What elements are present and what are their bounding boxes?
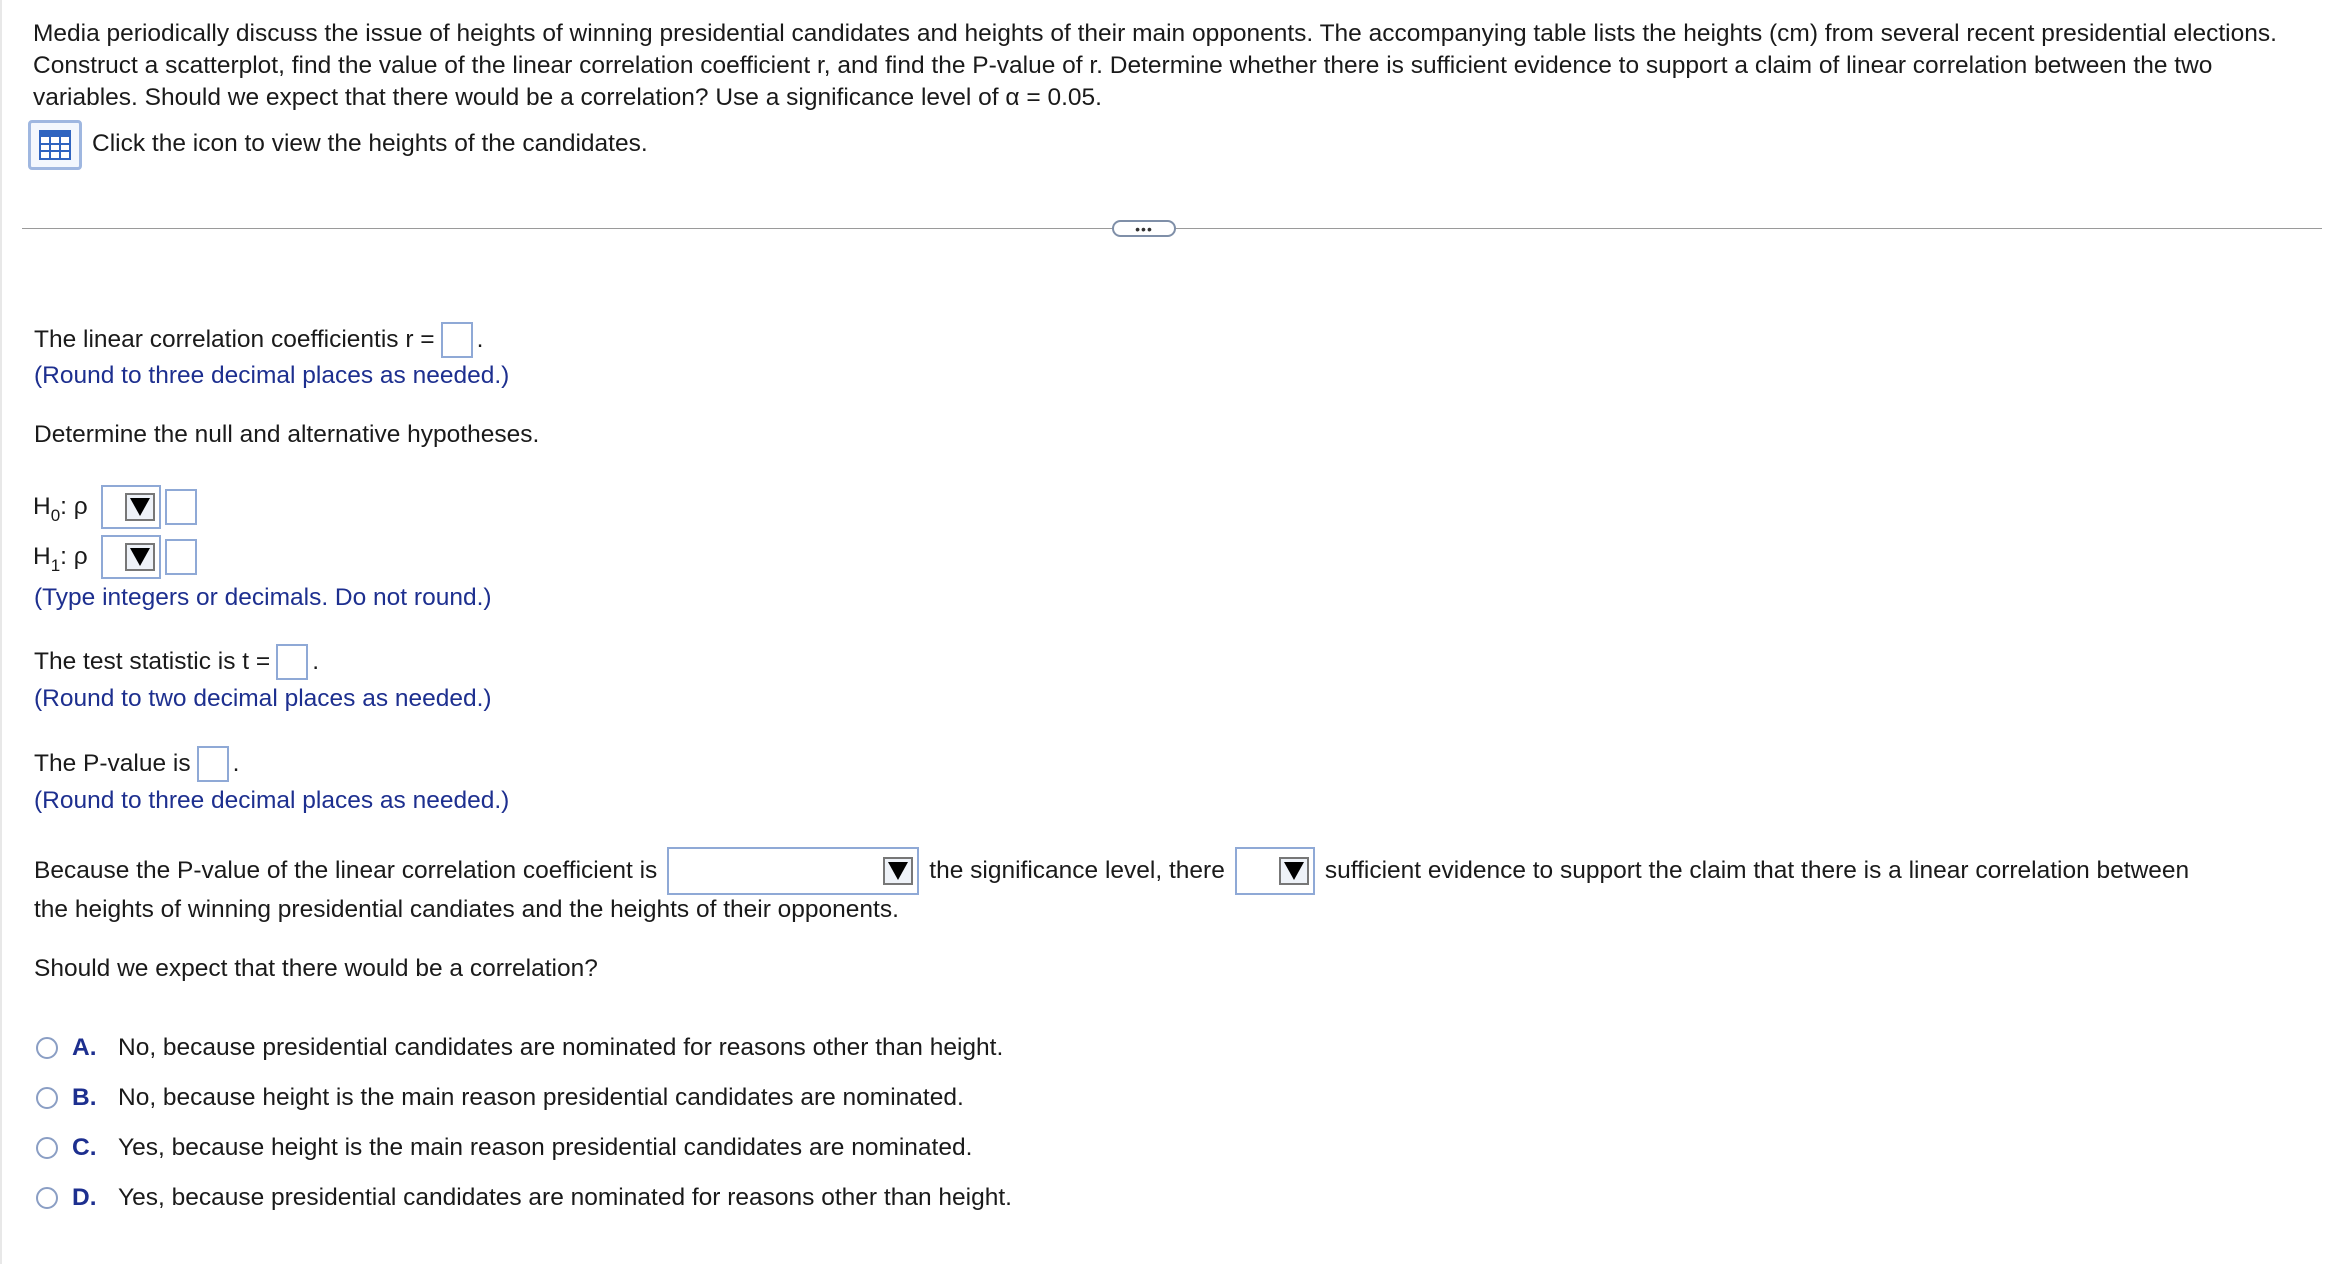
table-link-row (28, 120, 648, 170)
h0-symbol: $H_0$: ρ (33, 493, 88, 525)
p-line (34, 746, 239, 782)
choice-text: Yes, because height is the main reason presidential candidates are nominated. (118, 1134, 973, 1161)
hypotheses-hint: (Type integers or decimals. Do not round.) (34, 584, 492, 611)
t-hint: (Round to two decimal places as needed.) (34, 685, 492, 712)
expand-more-button[interactable]: ••• (1112, 220, 1176, 237)
choice-letter: A. (72, 1034, 97, 1061)
choice-letter: C. (72, 1134, 97, 1161)
dropdown-arrow-icon (1279, 857, 1309, 885)
dropdown-arrow-icon (125, 493, 155, 521)
choice-b[interactable] (36, 1078, 964, 1118)
pvalue-comparison-select[interactable] (667, 847, 919, 895)
p-label: The P-value is (34, 750, 191, 777)
choice-d[interactable] (36, 1178, 1012, 1218)
choice-a[interactable] (36, 1028, 1003, 1068)
choice-c[interactable] (36, 1128, 972, 1168)
choice-text: Yes, because presidential candidates are nominated for reasons other than height. (118, 1184, 1012, 1211)
r-line (34, 322, 483, 358)
left-border (0, 0, 2, 1264)
h1-row (33, 536, 197, 578)
dropdown-arrow-icon (125, 543, 155, 571)
h1-operator-select[interactable] (101, 535, 161, 579)
p-hint: (Round to three decimal places as needed.) (34, 787, 510, 814)
h1-value-input[interactable] (165, 539, 197, 575)
expectation-question: Should we expect that there would be a correlation? (34, 955, 598, 982)
t-answer-input[interactable] (276, 644, 308, 680)
radio-button[interactable] (36, 1087, 58, 1109)
t-label: The test statistic is t = (34, 648, 271, 675)
h0-value-input[interactable] (165, 489, 197, 525)
r-suffix: . (476, 326, 484, 353)
dropdown-arrow-icon (883, 857, 913, 885)
h1-symbol: $H_1$: ρ (33, 543, 88, 575)
choice-text: No, because presidential candidates are nominated for reasons other than height. (118, 1034, 1004, 1061)
p-suffix: . (232, 750, 240, 777)
table-grid-icon[interactable] (28, 120, 82, 170)
radio-button[interactable] (36, 1137, 58, 1159)
r-hint: (Round to three decimal places as needed.) (34, 362, 510, 389)
h0-row (33, 486, 197, 528)
choice-letter: B. (72, 1084, 97, 1111)
conclusion-line-1 (34, 846, 2189, 896)
t-suffix: . (312, 648, 320, 675)
radio-button[interactable] (36, 1037, 58, 1059)
choice-letter: D. (72, 1184, 97, 1211)
table-link-text[interactable]: Click the icon to view the heights of the candidates. (92, 130, 648, 157)
r-label: The linear correlation coefficientis r = (34, 326, 435, 353)
r-answer-input[interactable] (441, 322, 473, 358)
conclusion-text-1: Because the P-value of the linear correlation coefficient is (34, 857, 658, 884)
evidence-select[interactable] (1235, 847, 1315, 895)
conclusion-text-2: the significance level, there (929, 857, 1225, 884)
h0-operator-select[interactable] (101, 485, 161, 529)
conclusion-line-2: the heights of winning presidential candiates and the heights of their opponents. (34, 896, 899, 923)
choice-text: No, because height is the main reason presidential candidates are nominated. (118, 1084, 964, 1111)
hypotheses-intro: Determine the null and alternative hypotheses. (34, 421, 540, 448)
question-text: Media periodically discuss the issue of heights of winning presidential candidates and heights of their main opponents. The accompanying table lists the heights (cm) from several recent presidential elections. Construct a scatterplot, find the value of the linear correlation coefficient r, and find the P-value of r. Determine whether there is sufficient evidence to support a claim of linear correlation between the two variables. Should we expect that there would be a correlation? Use a significance level of α = 0.05. (33, 20, 2277, 111)
radio-button[interactable] (36, 1187, 58, 1209)
t-line (34, 644, 319, 680)
conclusion-text-3: sufficient evidence to support the claim that there is a linear correlation between (1324, 857, 2190, 884)
p-answer-input[interactable] (197, 746, 229, 782)
